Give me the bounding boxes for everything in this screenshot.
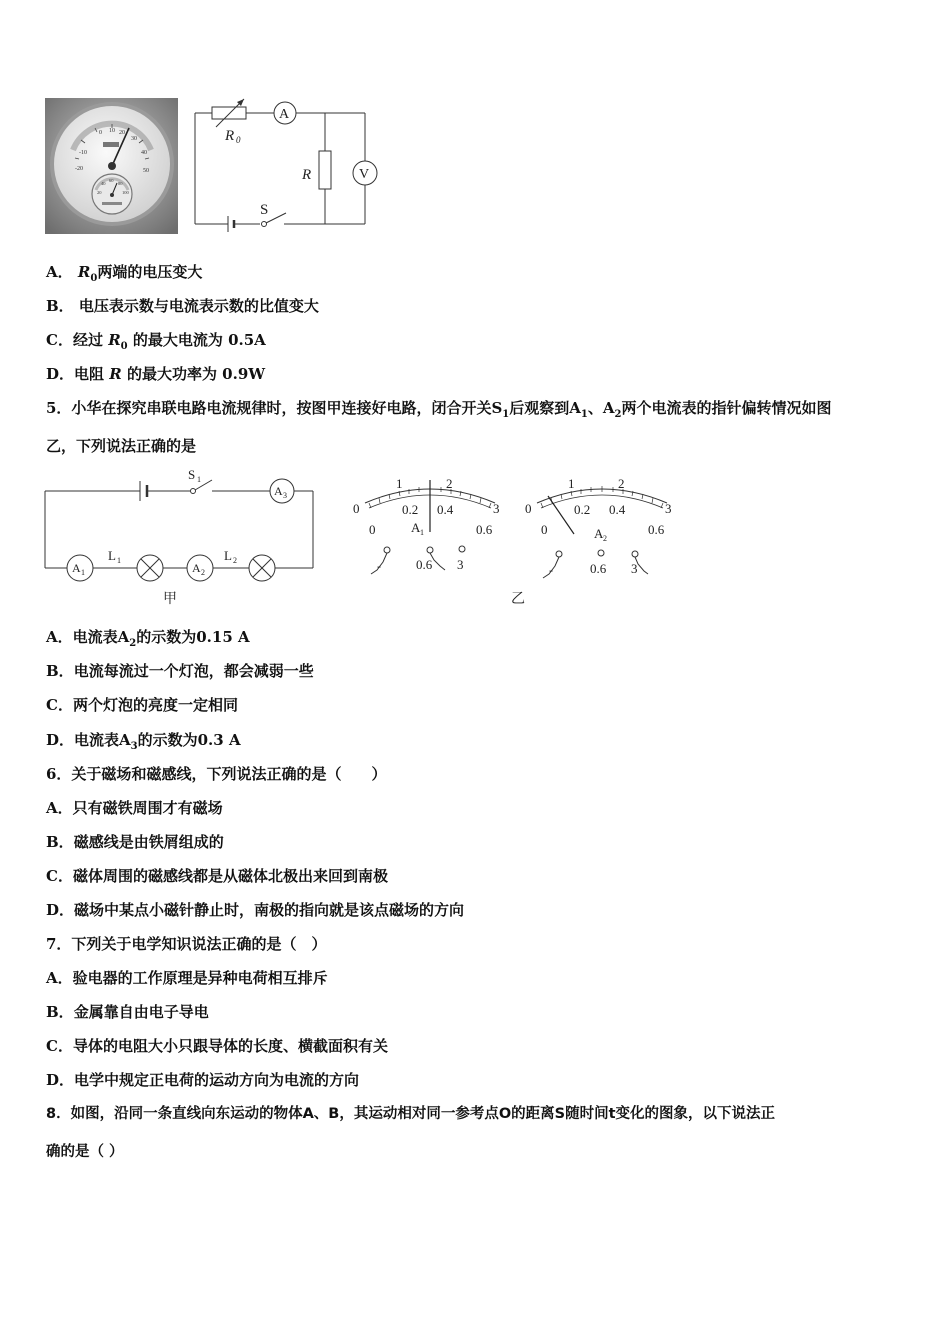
stem-part: 后观察到A: [509, 399, 581, 417]
s1-label: S: [188, 467, 196, 482]
scale-top: 1: [568, 476, 575, 491]
terminal-label: -: [377, 559, 381, 573]
q7-option-b: [46, 1002, 209, 1022]
stem-sub: 1: [580, 409, 588, 420]
scale-bottom: 0.2: [574, 502, 591, 517]
q7-stem: 7．下列关于电学知识说法正确的是（ ）: [46, 935, 327, 953]
q5-stem-line1: [46, 398, 831, 425]
scale-bottom: 0: [369, 522, 376, 537]
scale-top: 0: [353, 501, 360, 516]
stem-sub: 1: [502, 409, 510, 420]
scale-top: 1: [396, 476, 403, 491]
q5-option-c: [46, 695, 238, 715]
q5-option-b: [46, 661, 314, 681]
option-key: D．: [46, 731, 75, 749]
q7-option-a: [46, 968, 328, 988]
option-key: C．: [46, 867, 73, 885]
option-subscript: 3: [130, 741, 138, 752]
q4-option-d: [46, 364, 265, 384]
a3-sub: 3: [283, 491, 287, 500]
option-text: 验电器的工作原理是异种电荷相互排斥: [72, 969, 328, 987]
s1-sub: 1: [197, 475, 201, 484]
scale-top: 0: [525, 501, 532, 516]
terminal-label: -: [549, 563, 553, 577]
hygro-outer-label: 30: [131, 136, 137, 142]
hygro-outer-label: 50: [143, 168, 149, 174]
option-text: 电压表示数与电流表示数的比值变大: [78, 297, 319, 315]
hygro-outer-label: 10: [109, 128, 115, 134]
terminal-label: 3: [631, 561, 638, 576]
scale-top: 3: [665, 501, 672, 516]
q5-circuit-jia: [40, 462, 330, 612]
stem-sub: 2: [614, 409, 622, 420]
option-text: 电学中规定正电荷的运动方向为电流的方向: [74, 1071, 360, 1089]
q5-stem-line2: 乙，下列说法正确的是: [46, 437, 197, 455]
caption-jia: 甲: [163, 592, 177, 607]
option-key: A．: [46, 628, 73, 646]
terminal-label: 0.6: [590, 561, 607, 576]
a1-label: A: [72, 561, 81, 575]
option-key: D．: [46, 1071, 75, 1089]
option-text: 只有磁铁周围才有磁场: [72, 799, 223, 817]
stem-part: 5．小华在探究串联电路电流规律时，按图甲连接好电路，闭合开关S: [46, 399, 503, 417]
scale-bottom: 0.6: [648, 522, 665, 537]
q7-option-c: [46, 1036, 388, 1056]
switch-label: S: [260, 202, 269, 218]
option-key: B．: [46, 833, 74, 851]
option-key: B．: [46, 662, 74, 680]
hygro-inner-label: 40: [101, 181, 106, 186]
meter-a1: [353, 476, 500, 574]
terminal-label: 0.6: [416, 557, 433, 572]
meter-name: A: [594, 526, 604, 541]
option-key: C．: [46, 696, 73, 714]
q8-stem-line1: 8．如图，沿同一条直线向东运动的物体A、B，其运动相对同一参考点O的距离S随时间t变化的图象，以下说法正: [46, 1106, 776, 1122]
r0-subscript: 0: [236, 135, 241, 145]
option-text: 的示数为0.15 A: [136, 628, 250, 646]
option-text: 磁感线是由铁屑组成的: [73, 833, 224, 851]
option-symbol: R: [109, 365, 122, 383]
hygrometer-photo: [45, 98, 178, 234]
option-symbol: R: [77, 263, 91, 281]
scale-top: 2: [446, 476, 453, 491]
option-key: D．: [46, 901, 75, 919]
option-key: D．: [46, 365, 75, 383]
option-subscript: 0: [90, 273, 98, 284]
l1-sub: 1: [117, 556, 121, 565]
option-key: A．: [46, 263, 73, 281]
option-text: 的最大电流为 0.5A: [127, 331, 266, 349]
hygro-inner-label: 60: [109, 178, 114, 183]
hygro-outer-label: 20: [119, 130, 125, 136]
q8-stem-line2: 确的是（ ）: [46, 1144, 124, 1160]
option-subscript: 2: [129, 638, 137, 649]
option-text: 金属靠自由电子导电: [73, 1003, 209, 1021]
l2-label: L: [224, 548, 232, 563]
option-key: C．: [46, 331, 73, 349]
option-key: A．: [46, 969, 73, 987]
q4-option-c: [46, 330, 266, 357]
q5-option-d: [46, 730, 241, 757]
stem-part: 、A: [587, 399, 615, 417]
scale-top: 3: [493, 501, 500, 516]
q6-stem: 6．关于磁场和磁感线，下列说法正确的是（ ）: [46, 765, 387, 783]
a3-label: A: [274, 484, 283, 498]
hygro-inner-label: 100: [122, 190, 129, 195]
scale-top: 2: [618, 476, 625, 491]
q5-option-a: [46, 627, 250, 654]
option-text: 磁场中某点小磁针静止时，南极的指向就是该点磁场的方向: [74, 901, 465, 919]
option-key: A．: [46, 799, 73, 817]
option-text: 电流每流过一个灯泡，都会减弱一些: [73, 662, 314, 680]
option-subscript: 0: [120, 341, 128, 352]
l1-label: L: [108, 548, 116, 563]
hygro-inner-label: 20: [97, 190, 102, 195]
option-key: C．: [46, 1037, 73, 1055]
q4-option-a: [46, 262, 202, 289]
scale-bottom: 0.6: [476, 522, 493, 537]
a2-label: A: [192, 561, 201, 575]
meter-name: A: [411, 520, 421, 535]
scale-bottom: 0.4: [609, 502, 626, 517]
terminal-label: 3: [457, 557, 464, 572]
meter-a2: [525, 476, 672, 578]
caption-yi: 乙: [511, 592, 525, 607]
option-key: B．: [46, 1003, 74, 1021]
hygro-outer-label: 0: [99, 130, 102, 136]
option-text: 电流表A: [72, 628, 130, 646]
option-pre: 电阻: [74, 365, 110, 383]
scale-bottom: 0: [541, 522, 548, 537]
q4-circuit-diagram: [190, 96, 390, 236]
hygro-inner-label: 80: [118, 181, 123, 186]
option-text: 两个灯泡的亮度一定相同: [72, 696, 238, 714]
option-text: 磁体周围的磁感线都是从磁体北极出来回到南极: [72, 867, 388, 885]
option-text: 电流表A: [74, 731, 131, 749]
hygro-outer-label: 40: [141, 150, 147, 156]
meter-sub: 1: [420, 528, 424, 537]
scale-bottom: 0.2: [402, 502, 419, 517]
stem-part: 两个电流表的指针偏转情况如图: [621, 399, 832, 417]
q6-option-a: [46, 798, 223, 818]
q6-option-d: [46, 900, 464, 920]
q4-option-b: [46, 296, 319, 316]
scale-bottom: 0.4: [437, 502, 454, 517]
q7-option-d: [46, 1070, 359, 1090]
l2-sub: 2: [233, 556, 237, 565]
option-text: 导体的电阻大小只跟导体的长度、横截面积有关: [72, 1037, 388, 1055]
r0-symbol: R: [225, 128, 235, 144]
a1-sub: 1: [81, 568, 85, 577]
option-text: 两端的电压变大: [97, 263, 203, 281]
option-symbol: R: [108, 331, 121, 349]
option-key: B．: [46, 297, 74, 315]
ammeter-label: A: [279, 107, 290, 122]
resistor-label: R: [302, 167, 312, 183]
option-text: 的最大功率为 0.9W: [121, 365, 266, 383]
hygro-outer-label: -20: [75, 166, 83, 172]
option-pre: 经过: [72, 331, 109, 349]
q6-option-c: [46, 866, 388, 886]
option-text: 的示数为0.3 A: [137, 731, 241, 749]
q6-option-b: [46, 832, 224, 852]
q5-meters-yi: [345, 470, 685, 610]
meter-sub: 2: [603, 534, 607, 543]
voltmeter-label: V: [359, 167, 370, 182]
a2-sub: 2: [201, 568, 205, 577]
hygro-outer-label: -10: [79, 150, 87, 156]
